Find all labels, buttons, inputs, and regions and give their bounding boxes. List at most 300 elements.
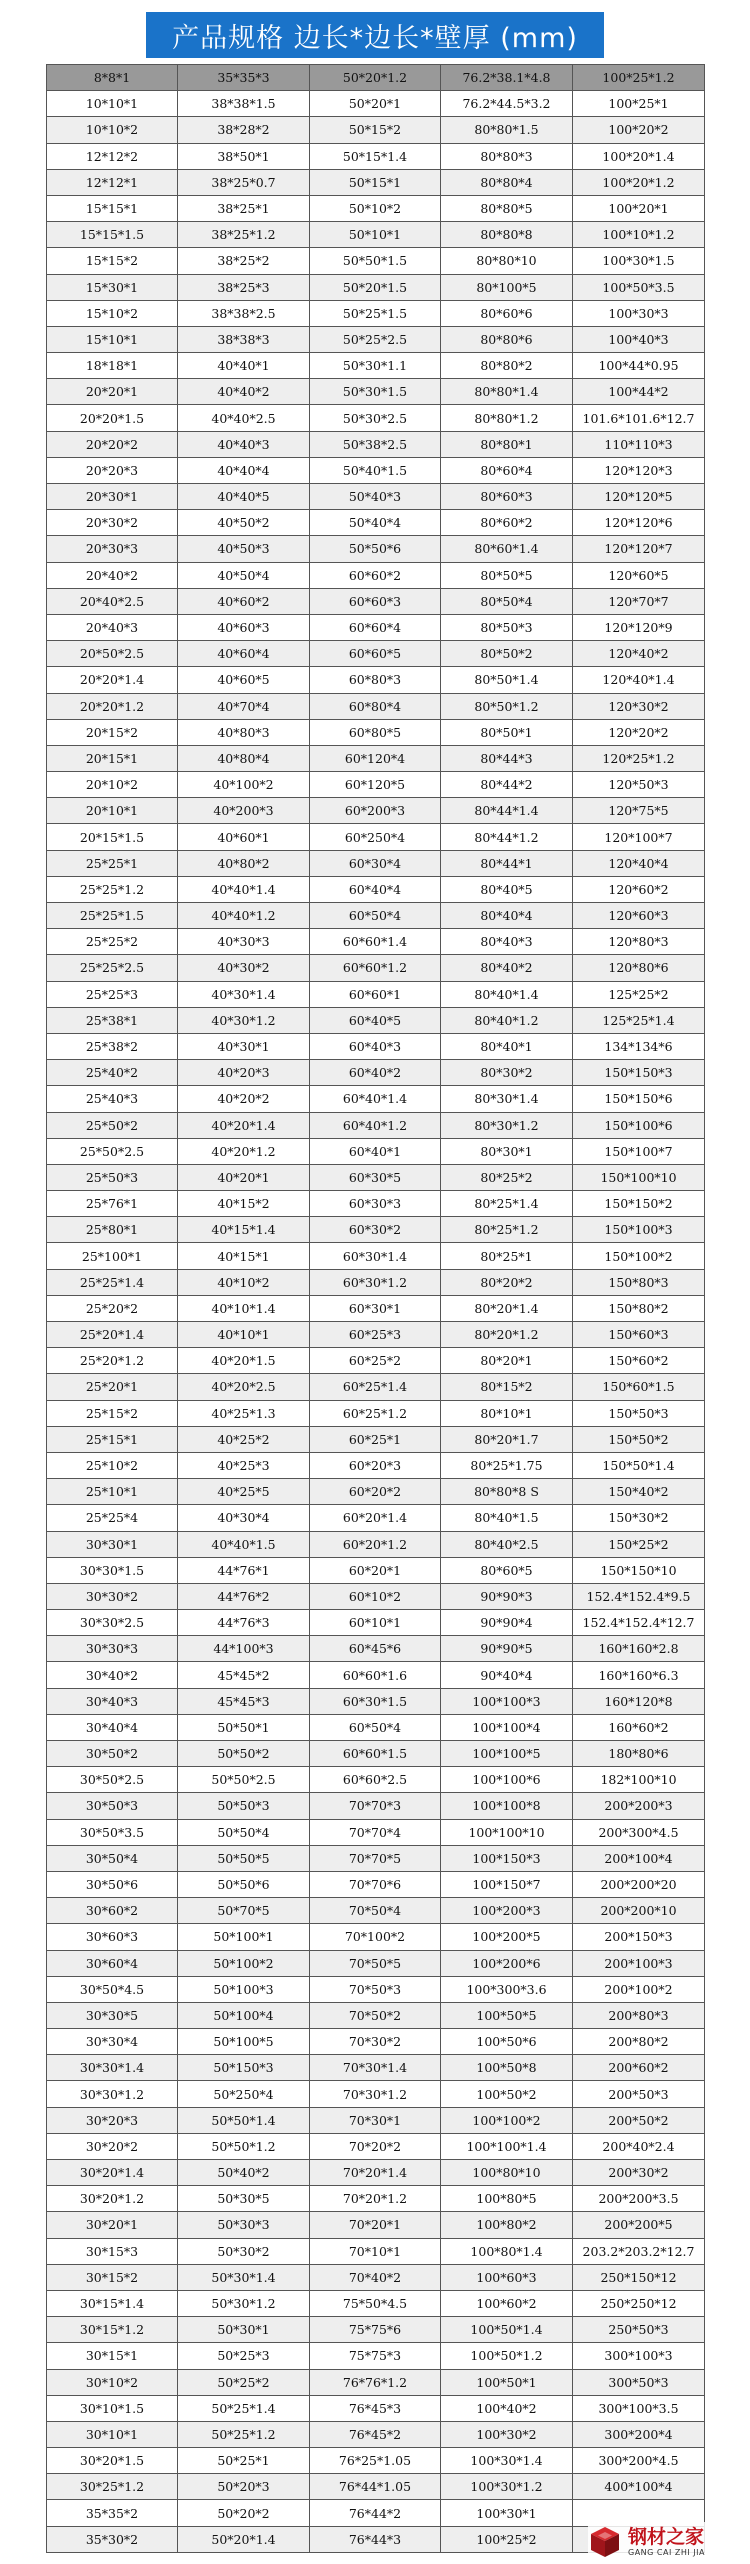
table-row <box>47 1138 705 1164</box>
table-cell: 80*60*4 <box>441 457 573 483</box>
table-cell: 100*80*2 <box>441 2212 573 2238</box>
table-cell: 70*20*1 <box>310 2212 441 2238</box>
table-row <box>47 1400 705 1426</box>
table-row <box>47 431 705 457</box>
table-cell: 100*30*1 <box>441 2500 573 2526</box>
table-cell: 25*20*1 <box>47 1374 178 1400</box>
table-row <box>47 1636 705 1662</box>
table-cell: 80*50*1 <box>441 719 573 745</box>
table-row <box>47 1060 705 1086</box>
table-cell: 150*30*2 <box>573 1505 705 1531</box>
table-cell: 200*50*3 <box>573 2081 705 2107</box>
table-cell: 20*40*2.5 <box>47 588 178 614</box>
table-cell: 80*40*4 <box>441 903 573 929</box>
table-cell: 40*10*1.4 <box>178 1295 310 1321</box>
table-row <box>47 169 705 195</box>
table-cell: 40*15*1.4 <box>178 1217 310 1243</box>
table-cell: 80*44*3 <box>441 745 573 771</box>
table-row <box>47 719 705 745</box>
table-row <box>47 1426 705 1452</box>
table-row <box>47 588 705 614</box>
table-cell: 50*50*1.4 <box>178 2107 310 2133</box>
table-cell: 60*60*3 <box>310 588 441 614</box>
table-cell: 40*10*2 <box>178 1269 310 1295</box>
table-cell: 50*15*1.4 <box>310 143 441 169</box>
table-cell: 80*50*4 <box>441 588 573 614</box>
table-cell: 25*25*3 <box>47 981 178 1007</box>
table-cell: 100*100*4 <box>441 1714 573 1740</box>
table-row <box>47 981 705 1007</box>
table-cell: 30*30*2.5 <box>47 1610 178 1636</box>
table-cell: 80*25*1 <box>441 1243 573 1269</box>
table-row <box>47 1033 705 1059</box>
table-cell: 30*15*1.4 <box>47 2290 178 2316</box>
table-cell: 76*45*3 <box>310 2395 441 2421</box>
table-cell: 50*30*1 <box>178 2317 310 2343</box>
table-cell: 20*20*1.4 <box>47 667 178 693</box>
table-row <box>47 195 705 221</box>
table-row <box>47 798 705 824</box>
table-cell: 40*40*5 <box>178 484 310 510</box>
table-cell: 40*30*4 <box>178 1505 310 1531</box>
table-row <box>47 143 705 169</box>
table-cell: 18*18*1 <box>47 353 178 379</box>
table-cell: 25*50*3 <box>47 1164 178 1190</box>
table-cell: 60*30*1 <box>310 1295 441 1321</box>
table-row <box>47 1714 705 1740</box>
table-cell: 200*100*4 <box>573 1845 705 1871</box>
cube-logo-icon <box>588 2525 622 2559</box>
table-cell: 70*50*5 <box>310 1950 441 1976</box>
table-cell: 200*200*3 <box>573 1793 705 1819</box>
table-cell: 40*40*2 <box>178 379 310 405</box>
table-cell: 60*10*1 <box>310 1610 441 1636</box>
table-cell: 60*30*1.5 <box>310 1688 441 1714</box>
table-cell: 25*25*1.4 <box>47 1269 178 1295</box>
table-row <box>47 2212 705 2238</box>
table-cell: 100*20*1.4 <box>573 143 705 169</box>
table-row <box>47 326 705 352</box>
table-cell: 30*50*4 <box>47 1845 178 1871</box>
table-row <box>47 248 705 274</box>
table-cell: 80*100*5 <box>441 274 573 300</box>
table-cell: 30*30*1.4 <box>47 2055 178 2081</box>
table-cell: 90*90*5 <box>441 1636 573 1662</box>
table-cell: 100*25*2 <box>441 2526 573 2552</box>
table-cell: 50*40*2 <box>178 2160 310 2186</box>
table-cell: 40*80*3 <box>178 719 310 745</box>
table-cell: 25*10*2 <box>47 1452 178 1478</box>
table-cell: 40*50*2 <box>178 510 310 536</box>
table-row <box>47 1505 705 1531</box>
table-cell: 70*30*1.2 <box>310 2081 441 2107</box>
table-cell: 50*30*1.4 <box>178 2264 310 2290</box>
table-row <box>47 2317 705 2343</box>
table-cell: 80*50*5 <box>441 562 573 588</box>
table-cell: 50*20*3 <box>178 2474 310 2500</box>
table-cell: 100*200*3 <box>441 1898 573 1924</box>
table-cell: 80*80*1.4 <box>441 379 573 405</box>
table-cell: 100*50*1.2 <box>441 2343 573 2369</box>
table-cell: 120*70*7 <box>573 588 705 614</box>
table-cell: 60*60*1.4 <box>310 929 441 955</box>
table-cell: 80*20*2 <box>441 1269 573 1295</box>
table-cell: 20*30*2 <box>47 510 178 536</box>
table-cell: 150*150*2 <box>573 1191 705 1217</box>
table-cell: 25*50*2.5 <box>47 1138 178 1164</box>
table-cell: 76.2*38.1*4.8 <box>441 65 573 91</box>
table-cell: 50*50*4 <box>178 1819 310 1845</box>
table-cell: 200*30*2 <box>573 2160 705 2186</box>
table-cell: 200*200*10 <box>573 1898 705 1924</box>
table-cell: 80*40*2.5 <box>441 1531 573 1557</box>
table-cell: 100*60*3 <box>441 2264 573 2290</box>
table-row <box>47 2029 705 2055</box>
table-cell: 80*80*1.5 <box>441 117 573 143</box>
table-cell: 100*30*2 <box>441 2421 573 2447</box>
table-cell: 80*25*1.75 <box>441 1452 573 1478</box>
table-cell: 120*30*2 <box>573 693 705 719</box>
table-cell: 200*50*2 <box>573 2107 705 2133</box>
table-cell: 45*45*3 <box>178 1688 310 1714</box>
table-cell: 60*30*1.4 <box>310 1243 441 1269</box>
table-cell: 100*20*1.2 <box>573 169 705 195</box>
table-cell: 30*50*2 <box>47 1741 178 1767</box>
table-cell: 76*44*3 <box>310 2526 441 2552</box>
table-cell: 100*30*1.2 <box>441 2474 573 2500</box>
table-cell: 100*100*1.4 <box>441 2133 573 2159</box>
table-cell: 20*20*2 <box>47 431 178 457</box>
table-cell: 100*50*8 <box>441 2055 573 2081</box>
table-cell: 100*100*8 <box>441 1793 573 1819</box>
table-cell: 80*60*1.4 <box>441 536 573 562</box>
table-cell: 25*25*1.5 <box>47 903 178 929</box>
table-cell: 80*50*1.4 <box>441 667 573 693</box>
table-cell: 50*30*2 <box>178 2238 310 2264</box>
table-cell: 60*60*2 <box>310 562 441 588</box>
table-cell: 76*44*2 <box>310 2500 441 2526</box>
table-cell: 30*30*1.5 <box>47 1557 178 1583</box>
table-row <box>47 300 705 326</box>
table-cell: 40*15*1 <box>178 1243 310 1269</box>
header <box>0 0 750 64</box>
table-cell: 30*20*1.5 <box>47 2448 178 2474</box>
table-cell: 50*40*1.5 <box>310 457 441 483</box>
table-cell: 300*200*4.5 <box>573 2448 705 2474</box>
table-cell: 25*40*3 <box>47 1086 178 1112</box>
table-row <box>47 1007 705 1033</box>
table-cell: 20*50*2.5 <box>47 641 178 667</box>
table-cell: 150*50*3 <box>573 1400 705 1426</box>
table-cell: 30*40*3 <box>47 1688 178 1714</box>
table-cell: 100*10*1.2 <box>573 222 705 248</box>
table-cell: 80*20*1.2 <box>441 1322 573 1348</box>
table-cell: 40*80*2 <box>178 850 310 876</box>
table-row <box>47 1557 705 1583</box>
table-cell: 60*20*1 <box>310 1557 441 1583</box>
table-cell: 150*150*10 <box>573 1557 705 1583</box>
table-cell: 20*40*3 <box>47 614 178 640</box>
table-cell: 50*20*1.2 <box>310 65 441 91</box>
table-cell: 300*100*3 <box>573 2343 705 2369</box>
table-row <box>47 1583 705 1609</box>
table-cell: 200*60*2 <box>573 2055 705 2081</box>
table-cell: 25*38*2 <box>47 1033 178 1059</box>
table-cell: 40*25*1.3 <box>178 1400 310 1426</box>
table-row <box>47 2160 705 2186</box>
table-cell: 60*60*4 <box>310 614 441 640</box>
table-cell: 10*10*2 <box>47 117 178 143</box>
table-row <box>47 2264 705 2290</box>
table-cell: 60*30*3 <box>310 1191 441 1217</box>
table-cell: 75*75*6 <box>310 2317 441 2343</box>
table-row <box>47 274 705 300</box>
table-cell: 38*38*3 <box>178 326 310 352</box>
table-row <box>47 1531 705 1557</box>
table-cell: 20*20*1 <box>47 379 178 405</box>
table-cell: 80*40*1.2 <box>441 1007 573 1033</box>
table-cell: 25*25*1 <box>47 850 178 876</box>
table-cell: 60*80*3 <box>310 667 441 693</box>
table-cell: 50*30*5 <box>178 2186 310 2212</box>
table-cell: 50*100*2 <box>178 1950 310 1976</box>
table-cell: 30*30*4 <box>47 2029 178 2055</box>
table-row <box>47 457 705 483</box>
table-cell: 100*100*2 <box>441 2107 573 2133</box>
table-cell: 120*120*7 <box>573 536 705 562</box>
table-cell: 40*70*4 <box>178 693 310 719</box>
table-cell: 40*30*1 <box>178 1033 310 1059</box>
table-cell: 80*50*2 <box>441 641 573 667</box>
table-row <box>47 2186 705 2212</box>
table-cell: 80*30*1.4 <box>441 1086 573 1112</box>
table-cell: 15*10*2 <box>47 300 178 326</box>
table-cell: 40*50*3 <box>178 536 310 562</box>
table-cell: 40*40*3 <box>178 431 310 457</box>
table-cell: 30*15*1 <box>47 2343 178 2369</box>
table-row <box>47 824 705 850</box>
table-cell: 70*30*1.4 <box>310 2055 441 2081</box>
page-title: 产品规格 边长*边长*壁厚 (mm) <box>146 12 604 58</box>
table-cell: 60*30*5 <box>310 1164 441 1190</box>
table-cell: 40*30*1.4 <box>178 981 310 1007</box>
table-row <box>47 903 705 929</box>
table-cell: 80*20*1.7 <box>441 1426 573 1452</box>
table-row <box>47 1950 705 1976</box>
table-row <box>47 65 705 91</box>
table-cell: 25*80*1 <box>47 1217 178 1243</box>
table-cell: 50*50*1.5 <box>310 248 441 274</box>
table-cell: 50*40*3 <box>310 484 441 510</box>
table-cell: 250*150*12 <box>573 2264 705 2290</box>
table-cell: 60*45*6 <box>310 1636 441 1662</box>
table-cell: 25*20*1.4 <box>47 1322 178 1348</box>
table-cell: 60*80*5 <box>310 719 441 745</box>
table-cell: 150*50*1.4 <box>573 1452 705 1478</box>
table-cell: 100*40*3 <box>573 326 705 352</box>
table-cell: 120*40*1.4 <box>573 667 705 693</box>
table-cell: 100*50*3.5 <box>573 274 705 300</box>
table-cell: 50*30*1.1 <box>310 353 441 379</box>
table-row <box>47 1741 705 1767</box>
table-cell: 100*300*3.6 <box>441 1976 573 2002</box>
table-cell: 120*40*4 <box>573 850 705 876</box>
table-cell: 150*60*2 <box>573 1348 705 1374</box>
table-cell: 60*25*1.4 <box>310 1374 441 1400</box>
table-cell: 30*30*1 <box>47 1531 178 1557</box>
table-cell: 80*44*2 <box>441 772 573 798</box>
table-row <box>47 745 705 771</box>
table-row <box>47 2395 705 2421</box>
table-cell: 150*25*2 <box>573 1531 705 1557</box>
table-cell: 80*50*1.2 <box>441 693 573 719</box>
table-row <box>47 1871 705 1897</box>
table-cell: 20*15*2 <box>47 719 178 745</box>
table-cell: 50*15*2 <box>310 117 441 143</box>
table-cell: 152.4*152.4*12.7 <box>573 1610 705 1636</box>
table-row <box>47 379 705 405</box>
table-cell: 150*40*2 <box>573 1479 705 1505</box>
table-cell: 120*100*7 <box>573 824 705 850</box>
table-cell: 38*25*1.2 <box>178 222 310 248</box>
table-cell: 60*120*5 <box>310 772 441 798</box>
table-cell: 80*80*2 <box>441 353 573 379</box>
table-cell: 38*25*3 <box>178 274 310 300</box>
table-cell: 40*60*3 <box>178 614 310 640</box>
table-cell: 200*150*3 <box>573 1924 705 1950</box>
table-cell: 25*100*1 <box>47 1243 178 1269</box>
table-cell: 100*50*1 <box>441 2369 573 2395</box>
table-cell: 75*50*4.5 <box>310 2290 441 2316</box>
table-cell: 70*20*2 <box>310 2133 441 2159</box>
table-cell: 80*20*1.4 <box>441 1295 573 1321</box>
table-row <box>47 2290 705 2316</box>
table-cell: 80*50*3 <box>441 614 573 640</box>
table-cell: 38*25*1 <box>178 195 310 221</box>
table-row <box>47 1164 705 1190</box>
table-cell: 30*20*2 <box>47 2133 178 2159</box>
table-cell: 40*80*4 <box>178 745 310 771</box>
logo-name: 钢材之家 <box>628 2525 705 2548</box>
table-cell: 50*50*2.5 <box>178 1767 310 1793</box>
table-cell: 80*80*5 <box>441 195 573 221</box>
table-cell: 70*30*1 <box>310 2107 441 2133</box>
table-row <box>47 2421 705 2447</box>
table-cell: 60*30*4 <box>310 850 441 876</box>
table-row <box>47 2002 705 2028</box>
table-cell: 200*200*5 <box>573 2212 705 2238</box>
table-cell: 50*25*1.4 <box>178 2395 310 2421</box>
table-cell: 150*150*3 <box>573 1060 705 1086</box>
table-row <box>47 1452 705 1478</box>
table-cell: 182*100*10 <box>573 1767 705 1793</box>
table-cell: 120*60*2 <box>573 876 705 902</box>
table-row <box>47 484 705 510</box>
table-cell: 50*25*2 <box>178 2369 310 2395</box>
table-row <box>47 1191 705 1217</box>
table-row <box>47 1976 705 2002</box>
table-row <box>47 1374 705 1400</box>
table-cell: 60*60*5 <box>310 641 441 667</box>
table-cell: 25*40*2 <box>47 1060 178 1086</box>
table-cell: 50*30*2.5 <box>310 405 441 431</box>
table-cell: 80*30*1.2 <box>441 1112 573 1138</box>
table-cell: 40*40*2.5 <box>178 405 310 431</box>
table-cell: 120*120*3 <box>573 457 705 483</box>
logo-subtext: GANG CAI ZHI JIA <box>628 2547 705 2557</box>
table-cell: 80*44*1.4 <box>441 798 573 824</box>
table-cell: 30*15*3 <box>47 2238 178 2264</box>
table-cell: 150*100*6 <box>573 1112 705 1138</box>
table-cell: 50*50*2 <box>178 1741 310 1767</box>
table-cell: 200*300*4.5 <box>573 1819 705 1845</box>
table-cell: 80*40*1 <box>441 1033 573 1059</box>
table-cell: 80*25*2 <box>441 1164 573 1190</box>
table-cell: 60*20*1.4 <box>310 1505 441 1531</box>
table-cell: 70*40*2 <box>310 2264 441 2290</box>
table-cell: 250*250*12 <box>573 2290 705 2316</box>
table-cell: 80*25*1.4 <box>441 1191 573 1217</box>
table-cell: 60*25*3 <box>310 1322 441 1348</box>
table-cell: 44*100*3 <box>178 1636 310 1662</box>
table-cell: 50*100*3 <box>178 1976 310 2002</box>
table-cell: 100*150*3 <box>441 1845 573 1871</box>
table-cell: 50*100*4 <box>178 2002 310 2028</box>
table-cell: 30*25*1.2 <box>47 2474 178 2500</box>
table-cell: 60*25*1 <box>310 1426 441 1452</box>
table-cell: 100*80*1.4 <box>441 2238 573 2264</box>
table-cell: 300*200*4 <box>573 2421 705 2447</box>
table-cell: 76*45*2 <box>310 2421 441 2447</box>
table-cell: 50*70*5 <box>178 1898 310 1924</box>
table-cell: 30*15*1.2 <box>47 2317 178 2343</box>
table-cell: 100*30*3 <box>573 300 705 326</box>
table-row <box>47 876 705 902</box>
table-cell: 100*44*0.95 <box>573 353 705 379</box>
table-cell: 160*160*2.8 <box>573 1636 705 1662</box>
table-cell: 200*100*2 <box>573 1976 705 2002</box>
table-cell: 150*80*2 <box>573 1295 705 1321</box>
table-cell: 50*50*1.2 <box>178 2133 310 2159</box>
table-cell: 30*40*4 <box>47 1714 178 1740</box>
table-cell: 80*60*3 <box>441 484 573 510</box>
table-cell: 100*50*6 <box>441 2029 573 2055</box>
table-cell: 25*25*4 <box>47 1505 178 1531</box>
table-cell: 50*50*3 <box>178 1793 310 1819</box>
table-cell: 120*20*2 <box>573 719 705 745</box>
table-row <box>47 1295 705 1321</box>
table-cell: 30*15*2 <box>47 2264 178 2290</box>
table-cell: 20*20*1.2 <box>47 693 178 719</box>
table-cell: 15*15*2 <box>47 248 178 274</box>
table-cell: 100*30*1.4 <box>441 2448 573 2474</box>
table-cell: 60*40*1 <box>310 1138 441 1164</box>
table-cell: 90*40*4 <box>441 1662 573 1688</box>
table-cell: 80*80*1.2 <box>441 405 573 431</box>
table-cell: 30*50*3.5 <box>47 1819 178 1845</box>
table-row <box>47 2474 705 2500</box>
table-cell: 40*25*2 <box>178 1426 310 1452</box>
table-cell: 15*15*1 <box>47 195 178 221</box>
table-row <box>47 1924 705 1950</box>
table-cell: 120*50*3 <box>573 772 705 798</box>
table-cell: 30*20*1 <box>47 2212 178 2238</box>
table-cell: 35*35*3 <box>178 65 310 91</box>
table-cell: 120*40*2 <box>573 641 705 667</box>
table-cell: 60*10*2 <box>310 1583 441 1609</box>
table-cell: 60*60*1 <box>310 981 441 1007</box>
table-cell: 100*50*5 <box>441 2002 573 2028</box>
